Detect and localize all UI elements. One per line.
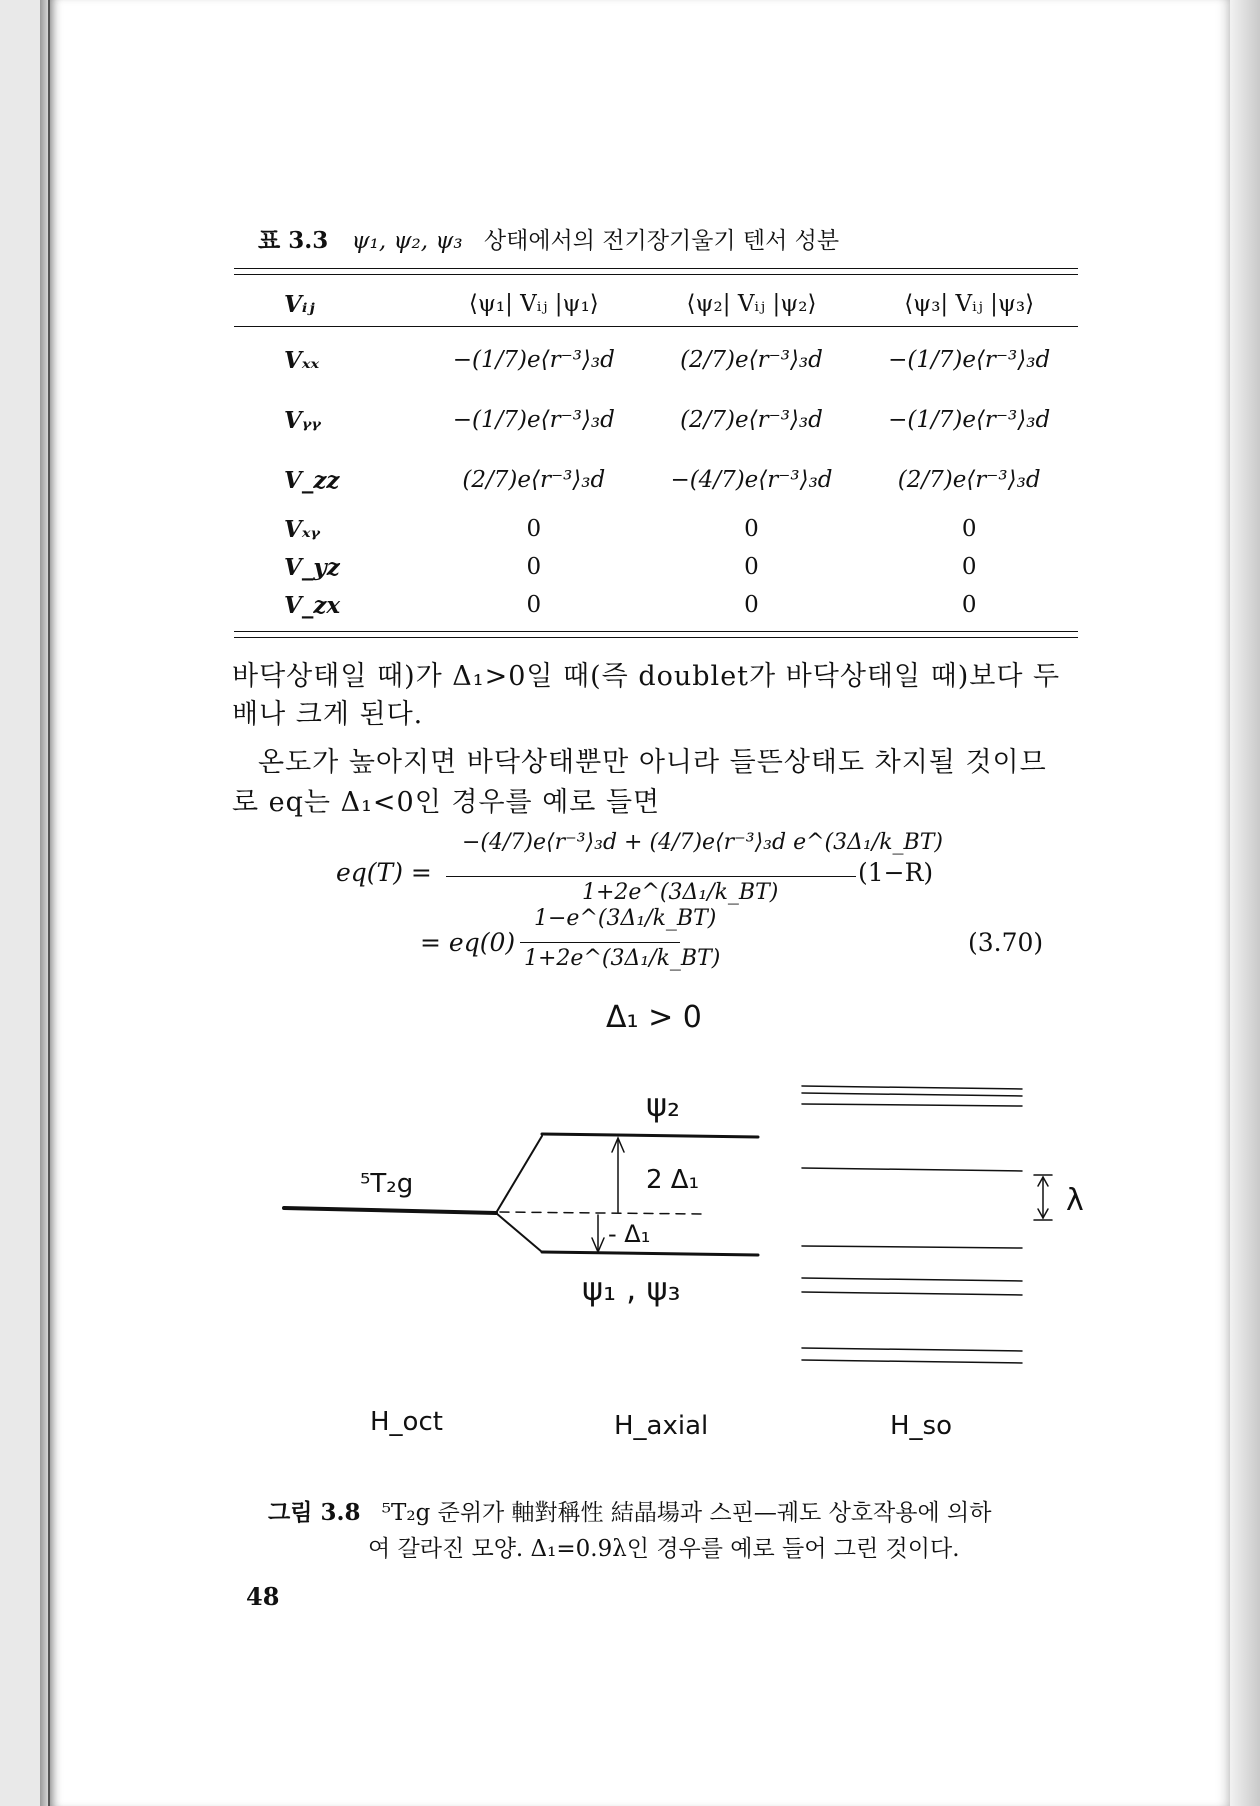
table-cell: 0 xyxy=(961,592,977,618)
split-line-lower xyxy=(496,1213,542,1252)
table-cell: (2/7)e⟨r⁻³⟩₃d xyxy=(897,467,1041,493)
psi13-label: ψ₁ , ψ₃ xyxy=(582,1270,681,1308)
table-header: ⟨ψ₂| Vᵢⱼ |ψ₂⟩ xyxy=(686,291,817,317)
table-cell: −(1/7)e⟨r⁻³⟩₃d xyxy=(888,407,1051,433)
table-cell: 0 xyxy=(744,554,759,580)
table-cell: 0 xyxy=(744,516,759,542)
so-level xyxy=(802,1086,1022,1089)
table-row xyxy=(234,510,1078,548)
energy-level-diagram xyxy=(270,1060,1130,1460)
page-number: 48 xyxy=(246,1582,280,1611)
row-label: V_yz xyxy=(284,553,340,581)
h-oct-label: H_oct xyxy=(370,1407,443,1437)
table-row xyxy=(234,390,1078,450)
body-text-line: 배나 크게 된다. xyxy=(232,699,424,730)
equation-denominator: 1+2e^(3Δ₁/k_BT) xyxy=(582,880,779,905)
row-label: Vₓₓ xyxy=(284,346,320,374)
fraction-bar xyxy=(446,876,856,877)
row-label: V_zz xyxy=(284,466,340,494)
body-text-line: 바닥상태일 때)가 Δ₁>0일 때(즉 doublet가 바닥상태일 때)보다 두 xyxy=(232,661,1061,692)
t2g-level xyxy=(284,1208,496,1213)
table-cell: −(1/7)e⟨r⁻³⟩₃d xyxy=(452,347,615,373)
row-label: V_zx xyxy=(284,591,341,619)
split-line-upper xyxy=(496,1136,542,1213)
body-text-line: 로 eq는 Δ₁<0인 경우를 예로 들면 xyxy=(232,787,661,818)
so-level xyxy=(802,1360,1022,1363)
table-caption xyxy=(258,222,839,255)
h-so-label: H_so xyxy=(890,1411,953,1441)
table-row xyxy=(234,586,1078,624)
psi13-level xyxy=(542,1252,758,1255)
equation-factor: (1−R) xyxy=(858,858,934,887)
equation-numerator: −(4/7)e⟨r⁻³⟩₃d + (4/7)e⟨r⁻³⟩₃d e^(3Δ₁/k_BT) xyxy=(462,830,943,855)
equation-numerator-2: 1−e^(3Δ₁/k_BT) xyxy=(534,906,717,931)
table-cell: 0 xyxy=(744,592,759,618)
so-level xyxy=(802,1246,1022,1248)
table-top-rule-2 xyxy=(234,274,1078,275)
table-cell: 0 xyxy=(961,554,977,580)
fraction-bar-2 xyxy=(520,942,680,943)
so-level xyxy=(802,1093,1022,1096)
row-label: Vᵧᵧ xyxy=(284,406,321,434)
table-cell: (2/7)e⟨r⁻³⟩₃d xyxy=(680,407,823,433)
so-level xyxy=(802,1104,1022,1106)
split-up-label: 2 Δ₁ xyxy=(646,1165,700,1195)
barycenter-dashed xyxy=(500,1212,702,1214)
table-header: Vᵢⱼ xyxy=(284,290,315,318)
table-symbols: ψ₁, ψ₂, ψ₃ xyxy=(351,228,463,254)
h-axial-label: H_axial xyxy=(614,1411,709,1441)
table-cell: (2/7)e⟨r⁻³⟩₃d xyxy=(680,347,823,373)
lambda-label: λ xyxy=(1066,1183,1084,1218)
so-level xyxy=(802,1168,1022,1171)
table-cell: (2/7)e⟨r⁻³⟩₃d xyxy=(462,467,606,493)
table-cell: 0 xyxy=(526,592,542,618)
so-level xyxy=(802,1292,1022,1295)
table-bottom-rule-2 xyxy=(234,637,1078,638)
table-cell: 0 xyxy=(526,516,542,542)
table-bottom-rule xyxy=(234,631,1078,632)
figure-caption-line: ⁵T₂g 준위가 軸對稱性 結晶場과 스핀—궤도 상호작용에 의하 xyxy=(381,1500,992,1526)
table-cell: −(1/7)e⟨r⁻³⟩₃d xyxy=(452,407,615,433)
table-header-row xyxy=(234,278,1078,330)
equation-lhs2: = eq(0) xyxy=(420,928,516,957)
equation-denominator-2: 1+2e^(3Δ₁/k_BT) xyxy=(524,946,721,971)
row-label: Vₓᵧ xyxy=(284,515,321,543)
table-cell: 0 xyxy=(526,554,542,580)
table-row xyxy=(234,330,1078,390)
table-cell: −(1/7)e⟨r⁻³⟩₃d xyxy=(888,347,1051,373)
table-header: ⟨ψ₁| Vᵢⱼ |ψ₁⟩ xyxy=(468,291,599,317)
table-row xyxy=(234,450,1078,510)
equation-number: (3.70) xyxy=(968,928,1044,957)
split-down-label: - Δ₁ xyxy=(608,1220,651,1248)
t2g-label: ⁵T₂g xyxy=(360,1169,414,1199)
figure-label: 그림 3.8 xyxy=(268,1499,361,1526)
equation-lhs: eq(T) = xyxy=(336,858,432,887)
figure-caption xyxy=(268,1495,991,1567)
page-edge xyxy=(1230,0,1260,1806)
table-cell: −(4/7)e⟨r⁻³⟩₃d xyxy=(670,467,833,493)
efg-table xyxy=(234,278,1078,624)
figure-caption-line: 여 갈라진 모양. Δ₁=0.9λ인 경우를 예로 들어 그린 것이다. xyxy=(368,1536,960,1562)
so-level xyxy=(802,1278,1022,1281)
table-title: 상태에서의 전기장기울기 텐서 성분 xyxy=(483,228,840,254)
so-level xyxy=(802,1348,1022,1351)
table-row xyxy=(234,548,1078,586)
psi2-label: ψ₂ xyxy=(646,1086,680,1124)
table-header: ⟨ψ₃| Vᵢⱼ |ψ₃⟩ xyxy=(904,291,1035,317)
table-label: 표 3.3 xyxy=(258,227,329,254)
table-cell: 0 xyxy=(961,516,977,542)
figure-title: Δ₁ > 0 xyxy=(606,1000,702,1035)
psi2-level xyxy=(542,1134,758,1137)
table-top-rule xyxy=(234,268,1078,269)
body-text-line: 온도가 높아지면 바닥상태뿐만 아니라 들뜬상태도 차지될 것이므 xyxy=(258,747,1047,778)
